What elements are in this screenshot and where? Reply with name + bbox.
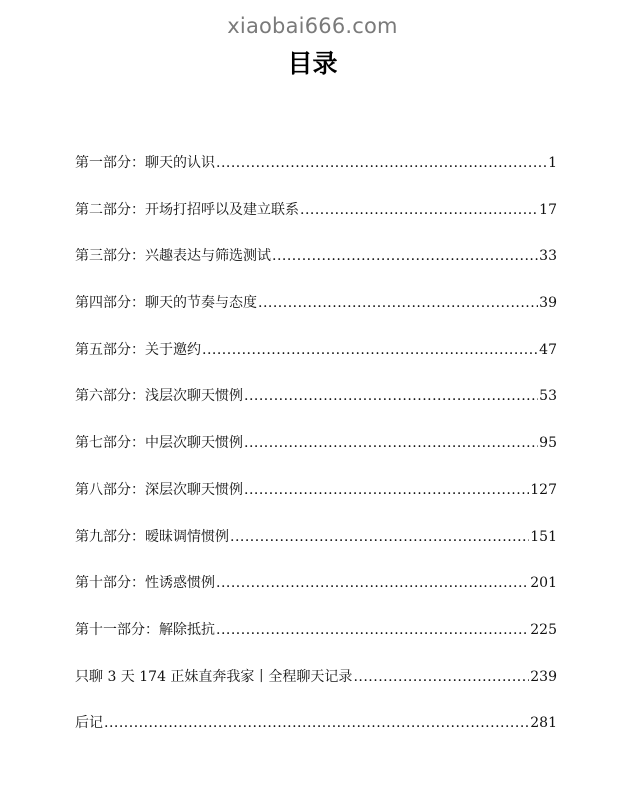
toc-entry-page: 17: [539, 201, 557, 218]
toc-entry-page: 53: [539, 388, 557, 405]
watermark: xiaobai666.com: [227, 14, 398, 38]
toc-entry-label: 只聊 3 天 174 正妹直奔我家丨全程聊天记录: [75, 668, 353, 685]
toc-entry-page: 33: [539, 248, 557, 265]
leader-dots: [216, 622, 529, 638]
toc-entry-label: 第五部分：关于邀约: [75, 341, 201, 358]
toc-entry-label: 第六部分：浅层次聊天惯例: [75, 388, 243, 405]
toc-entry-page: 95: [539, 435, 557, 452]
leader-dots: [104, 715, 529, 731]
toc-entry-label: 第十部分：性诱惑惯例: [75, 575, 215, 592]
toc-entry-label: 第七部分：中层次聊天惯例: [75, 435, 243, 452]
toc-entry[interactable]: [75, 572, 557, 619]
toc-entry[interactable]: [75, 712, 557, 759]
leader-dots: [244, 435, 538, 451]
table-of-contents: [75, 152, 557, 759]
toc-entry[interactable]: [75, 199, 557, 246]
toc-entry-label: 第二部分：开场打招呼以及建立联系: [75, 201, 299, 218]
toc-entry-label: 第三部分：兴趣表达与筛选测试: [75, 248, 271, 265]
leader-dots: [244, 482, 529, 498]
toc-entry[interactable]: [75, 339, 557, 386]
toc-entry-page: 239: [530, 668, 557, 685]
toc-entry[interactable]: [75, 245, 557, 292]
toc-entry-page: 1: [548, 155, 557, 171]
leader-dots: [216, 155, 547, 171]
toc-entry-page: 151: [530, 528, 557, 545]
toc-entry-label: 第八部分：深层次聊天惯例: [75, 481, 243, 498]
toc-entry-label: 后记: [75, 715, 103, 732]
toc-entry-page: 201: [530, 575, 557, 592]
toc-entry-label: 第十一部分：解除抵抗: [75, 621, 215, 638]
toc-entry[interactable]: [75, 152, 557, 199]
toc-entry-label: 第四部分：聊天的节奏与态度: [75, 295, 257, 312]
leader-dots: [258, 295, 538, 311]
leader-dots: [202, 342, 538, 358]
toc-entry[interactable]: [75, 292, 557, 339]
toc-entry[interactable]: [75, 432, 557, 479]
toc-entry-page: 225: [530, 621, 557, 638]
leader-dots: [272, 248, 538, 264]
leader-dots: [300, 202, 538, 218]
leader-dots: [216, 575, 529, 591]
leader-dots: [353, 669, 529, 685]
toc-entry-page: 127: [530, 481, 557, 498]
toc-entry[interactable]: [75, 526, 557, 573]
toc-entry-page: 281: [530, 715, 557, 732]
toc-entry[interactable]: [75, 385, 557, 432]
page-title: 目录: [287, 49, 338, 78]
toc-entry[interactable]: [75, 619, 557, 666]
toc-entry-label: 第九部分：暧昧调情惯例: [75, 528, 229, 545]
toc-entry[interactable]: [75, 666, 557, 713]
toc-entry-label: 第一部分：聊天的认识: [75, 155, 215, 171]
leader-dots: [230, 529, 529, 545]
toc-entry-page: 47: [539, 341, 557, 358]
leader-dots: [244, 388, 538, 404]
toc-entry[interactable]: [75, 479, 557, 526]
toc-entry-page: 39: [539, 295, 557, 312]
